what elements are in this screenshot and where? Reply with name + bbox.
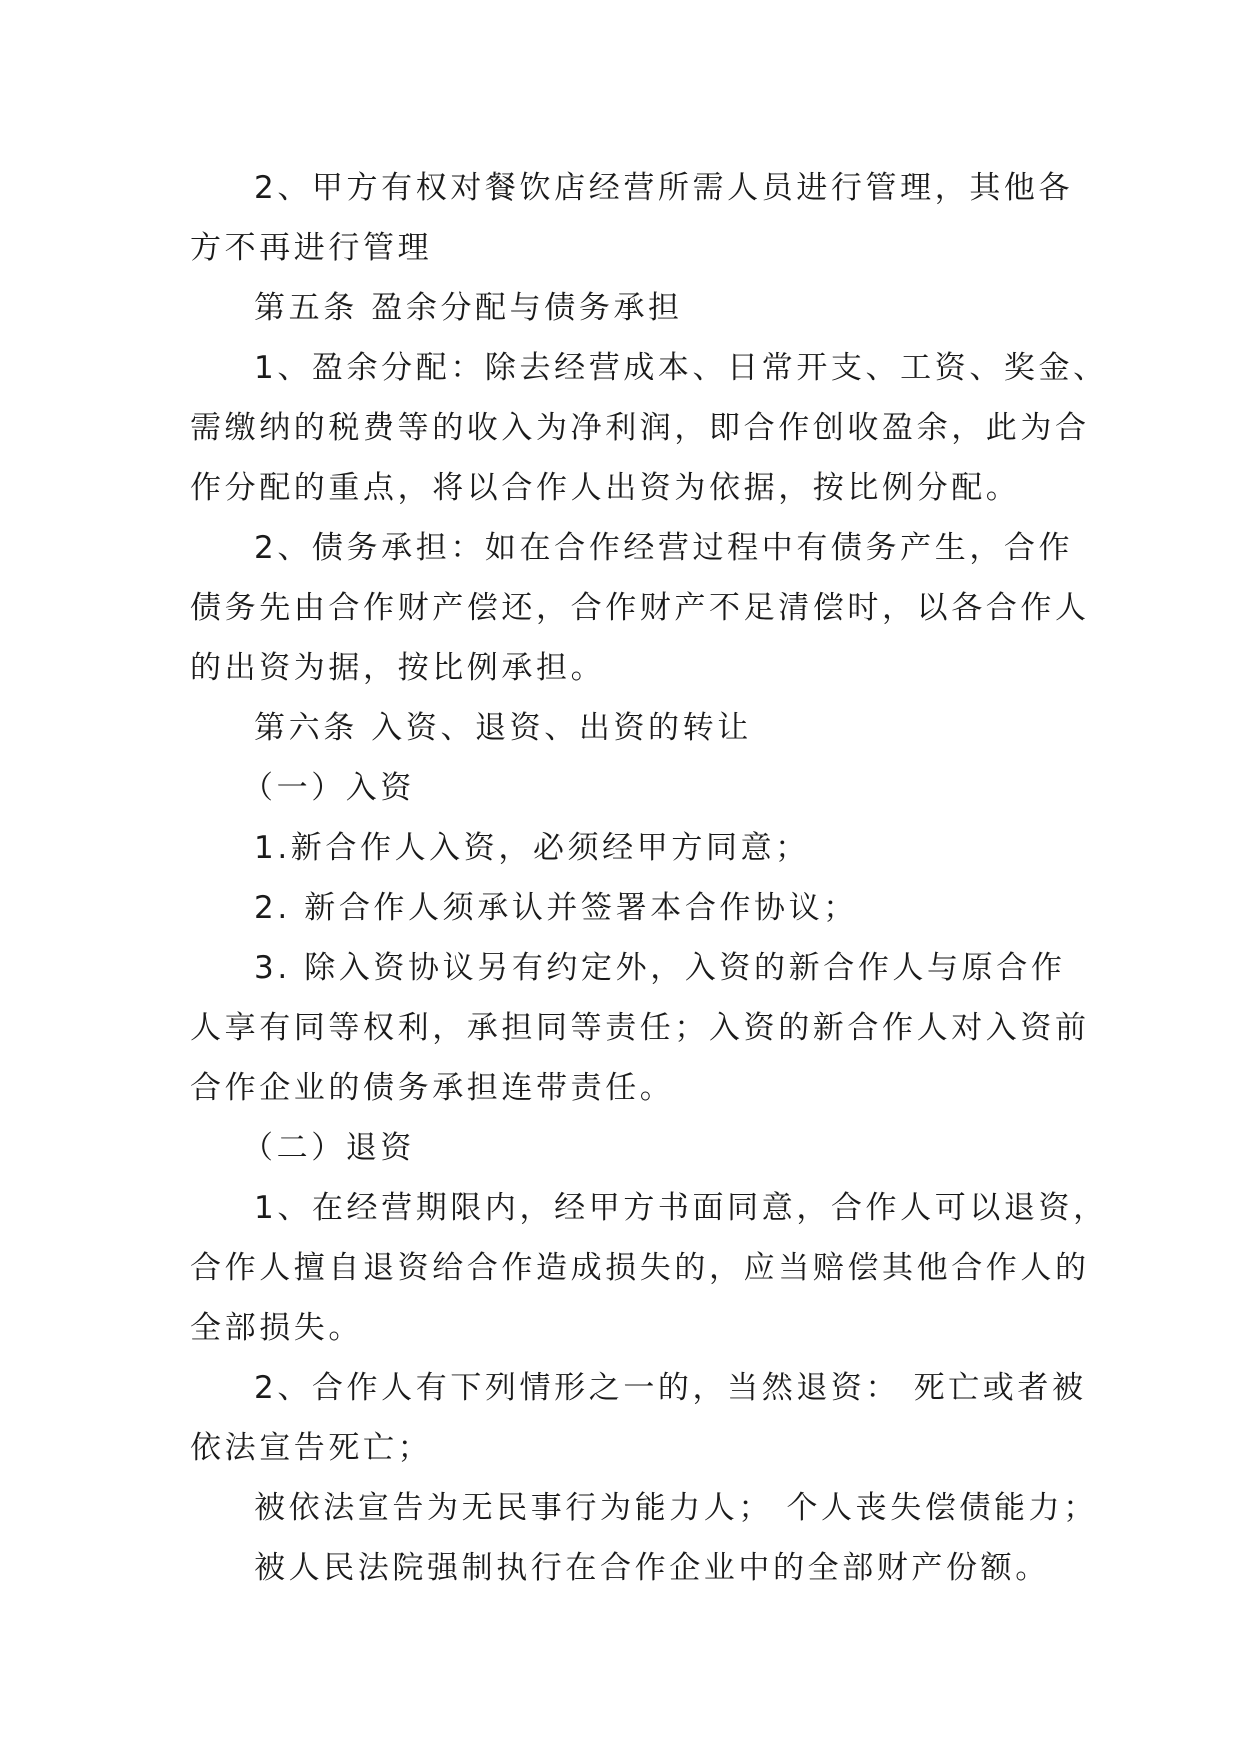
paragraph-line: 合作人擅自退资给合作造成损失的，应当赔偿其他合作人的 xyxy=(190,1250,1090,1286)
paragraph-line: 2. 新合作人须承认并签署本合作协议； xyxy=(254,890,858,926)
paragraph-line: 3. 除入资协议另有约定外，入资的新合作人与原合作 xyxy=(254,950,1066,986)
paragraph-line: 合作企业的债务承担连带责任。 xyxy=(190,1070,675,1106)
paragraph-line: 作分配的重点，将以合作人出资为依据，按比例分配。 xyxy=(190,470,1021,506)
section-heading: 第五条 盈余分配与债务承担 xyxy=(254,290,683,326)
paragraph-line: 被人民法院强制执行在合作企业中的全部财产份额。 xyxy=(254,1550,1050,1586)
paragraph-line: 被依法宣告为无民事行为能力人； 个人丧失偿债能力； xyxy=(254,1490,1098,1526)
subsection-heading: （二）退资 xyxy=(242,1130,415,1166)
paragraph-line: 债务先由合作财产偿还，合作财产不足清偿时，以各合作人 xyxy=(190,590,1090,626)
paragraph-line: 人享有同等权利，承担同等责任；入资的新合作人对入资前 xyxy=(190,1010,1090,1046)
paragraph-line: 2、合作人有下列情形之一的，当然退资： 死亡或者被 xyxy=(254,1370,1087,1406)
paragraph-line: 全部损失。 xyxy=(190,1310,363,1346)
paragraph-line: 2、甲方有权对餐饮店经营所需人员进行管理，其他各 xyxy=(254,170,1074,206)
paragraph-line: 的出资为据，按比例承担。 xyxy=(190,650,606,686)
document-body xyxy=(190,158,1108,1598)
paragraph-line: 方不再进行管理 xyxy=(190,230,433,266)
paragraph-line: 1、盈余分配：除去经营成本、日常开支、工资、奖金、 xyxy=(254,350,1108,386)
section-heading: 第六条 入资、退资、出资的转让 xyxy=(254,710,752,746)
paragraph-line: 1、在经营期限内，经甲方书面同意，合作人可以退资， xyxy=(254,1190,1108,1226)
paragraph-line: 依法宣告死亡； xyxy=(190,1430,433,1466)
paragraph-line: 1.新合作人入资，必须经甲方同意； xyxy=(254,830,810,866)
subsection-heading: （一）入资 xyxy=(242,770,415,806)
paragraph-line: 需缴纳的税费等的收入为净利润，即合作创收盈余，此为合 xyxy=(190,410,1090,446)
paragraph-line: 2、债务承担：如在合作经营过程中有债务产生，合作 xyxy=(254,530,1074,566)
